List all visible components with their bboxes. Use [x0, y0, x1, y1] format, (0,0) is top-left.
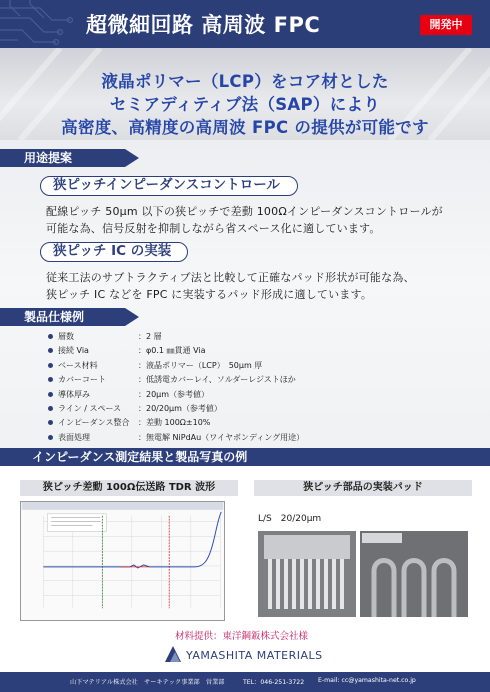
- spec-value: 液晶ポリマー（LCP） 50μm 厚: [146, 360, 263, 370]
- spec-row: [48, 431, 318, 445]
- spec-value: 20μm（参考値）: [146, 389, 210, 399]
- section-heading-results-label: インピーダンス測定結果と製品写真の例: [32, 450, 248, 464]
- material-credit: 材料提供：東洋鋼鈑株式会社様: [175, 631, 309, 642]
- spec-separator: ：: [138, 418, 146, 428]
- section-heading-applications: [0, 149, 125, 167]
- spec-value: φ0.1 ㎜貫通 Via: [146, 346, 206, 356]
- spec-value: 差動 100Ω±10%: [146, 418, 211, 428]
- spec-key: カバーコート: [58, 375, 106, 385]
- spec-value: 低誘電カバーレイ、ソルダーレジストほか: [146, 375, 296, 385]
- section-heading-applications-label: 用途提案: [24, 151, 73, 165]
- bullet-icon: [48, 363, 53, 368]
- spec-separator: ：: [138, 360, 146, 370]
- footer-company: 山下マテリアル株式会社 サーキテック事業部 営業部: [70, 679, 225, 686]
- subheading-ic-mounting: 狭ピッチ IC の実装: [40, 242, 188, 262]
- spec-key: 接続 Via: [58, 346, 89, 356]
- spec-value: 無電解 NiPdAu（ワイヤボンディング用途）: [146, 432, 305, 442]
- spec-row: [48, 373, 318, 387]
- bullet-icon: [48, 334, 53, 339]
- footer-bar: [0, 672, 490, 692]
- section-heading-specification: [0, 308, 125, 326]
- bullet-icon: [48, 348, 53, 353]
- impedance-control-text-line-2: 可能な為、信号反射を抑制しながら省スペース化に適しています。: [46, 222, 381, 235]
- hero-banner: [0, 48, 490, 140]
- bullet-icon: [48, 406, 53, 411]
- spec-value: 20/20μm（参考値）: [146, 403, 222, 413]
- spec-separator: ：: [138, 432, 146, 442]
- footer-email: E-mail: cc@yamashita-net.co.jp: [318, 677, 416, 684]
- section-heading-results: [0, 448, 490, 466]
- tdr-graph-caption: 狭ピッチ差動 100Ω伝送路 TDR 波形: [20, 480, 238, 496]
- spec-row: [48, 402, 318, 416]
- spec-row: [48, 388, 318, 402]
- spec-separator: ：: [138, 375, 146, 385]
- spec-value: 2 層: [146, 332, 162, 341]
- spec-list: [48, 330, 318, 445]
- spec-row: [48, 344, 318, 358]
- spec-separator: ：: [138, 389, 146, 399]
- pad-photo-caption: 狭ピッチ部品の実装パッド: [254, 480, 472, 496]
- company-logo-text: YAMASHITA MATERIALS: [186, 649, 323, 662]
- spec-row: [48, 416, 318, 430]
- spec-key: 導体厚み: [58, 389, 90, 399]
- line-space-label: L/S 20/20μm: [258, 514, 322, 524]
- bullet-icon: [48, 377, 53, 382]
- subheading-impedance-control: 狭ピッチインピーダンスコントロール: [40, 176, 298, 196]
- hero-headline-line-2: セミアディティブ法（SAP）により: [109, 95, 381, 114]
- spec-key: 表面処理: [58, 432, 90, 442]
- footer-tel: TEL：046-251-3722: [243, 679, 305, 686]
- header-bar: [0, 0, 490, 48]
- hero-headline-line-1: 液晶ポリマー（LCP）をコア材とした: [101, 72, 389, 91]
- bullet-icon: [48, 435, 53, 440]
- spec-separator: ：: [138, 403, 146, 413]
- spec-row: [48, 330, 318, 344]
- spec-separator: ：: [138, 332, 146, 341]
- ic-mounting-text-line-2: 狭ピッチ IC などを FPC に実装するパッド形成に適しています。: [46, 288, 373, 301]
- bullet-icon: [48, 392, 53, 397]
- spec-key: ライン / スペース: [58, 403, 122, 413]
- section-heading-specification-label: 製品仕様例: [24, 310, 85, 324]
- spec-key: ベース材料: [58, 360, 98, 370]
- bullet-icon: [48, 420, 53, 425]
- spec-key: 層数: [58, 332, 74, 341]
- hero-headline-line-3: 高密度、高精度の高周波 FPC の提供が可能です: [61, 118, 429, 137]
- impedance-control-text-line-1: 配線ピッチ 50μm 以下の狭ピッチで差動 100Ωインピーダンスコントロールが: [46, 205, 443, 218]
- spec-key: インピーダンス整合: [58, 418, 130, 428]
- spec-row: [48, 359, 318, 373]
- page-title: 超微細回路 高周波 FPC: [86, 13, 321, 37]
- ic-mounting-text-line-1: 従来工法のサブトラクティブ法と比較して正確なパッド形状が可能な為、: [46, 271, 415, 284]
- spec-separator: ：: [138, 346, 146, 356]
- tdr-waveform-screenshot: [20, 501, 225, 621]
- status-badge: 開発中: [420, 15, 472, 35]
